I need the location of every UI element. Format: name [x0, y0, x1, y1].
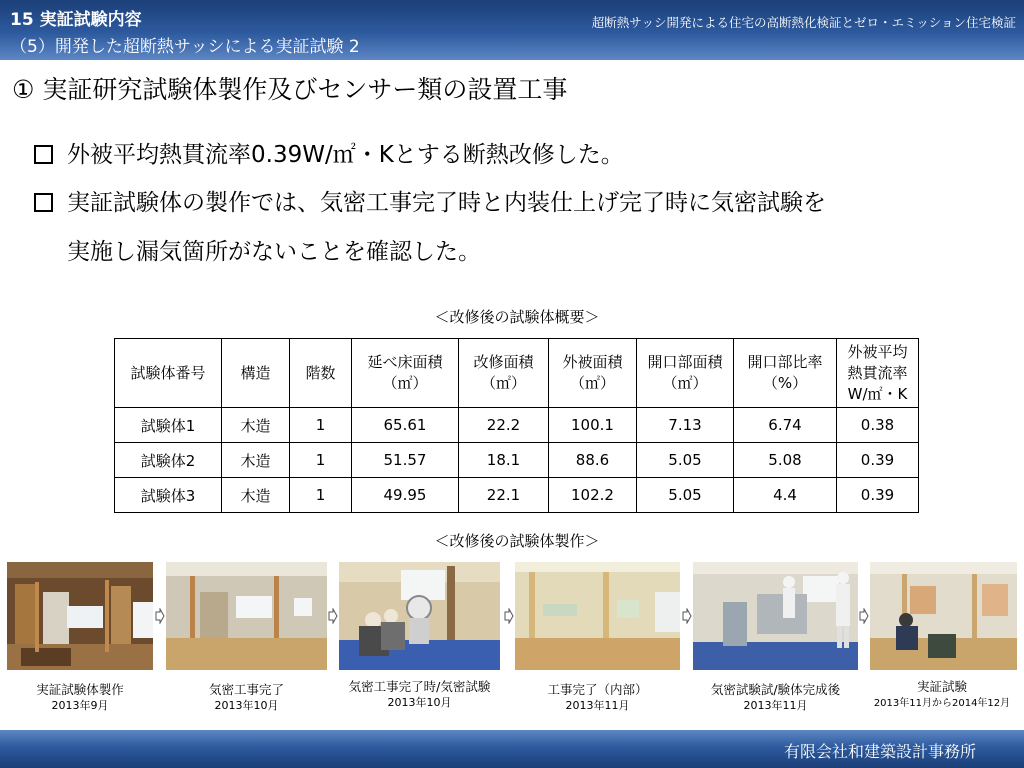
table-row: [115, 443, 919, 478]
table-cell: 65.61: [352, 408, 459, 443]
table-cell: 0.39: [837, 478, 919, 513]
photos-caption: ＜改修後の試験体製作＞: [434, 532, 600, 550]
photo-label: 気密試験試/験体完成後: [710, 682, 841, 697]
arrow-right-icon: [504, 608, 514, 624]
header-line: （㎡）: [662, 374, 708, 392]
table-cell: 4.4: [734, 478, 837, 513]
header-line: 構造: [240, 363, 271, 382]
table-header-cell: [115, 339, 222, 408]
arrow-right-icon: [859, 608, 869, 624]
table-cell: 6.74: [734, 408, 837, 443]
header-line: 開口部面積: [647, 353, 723, 371]
photo-date: 2013年11月から2014年12月: [873, 698, 1011, 709]
slide-heading: ① 実証研究試験体製作及びセンサー類の設置工事: [12, 75, 568, 104]
bullet-text: 外被平均熱貫流率0.39W/㎡・Kとする断熱改修した。: [67, 142, 624, 168]
table-header-row: [115, 339, 919, 408]
table-cell: 100.1: [549, 408, 637, 443]
table-header-cell: [459, 339, 549, 408]
table-header-cell: [837, 339, 919, 408]
photo-label: 気密工事完了: [208, 682, 284, 697]
header-line: 改修面積: [473, 353, 534, 371]
header-line: （㎡）: [480, 374, 526, 392]
photo-specimen-construction: [7, 562, 153, 670]
photo-label: 工事完了（内部）: [547, 682, 648, 697]
header-line: （%）: [762, 374, 808, 392]
table-cell: 1: [290, 408, 352, 443]
table-cell: 7.13: [637, 408, 734, 443]
photo-airtight-complete: [166, 562, 327, 670]
section-title: 15 実証試験内容: [10, 10, 142, 30]
header-line: （㎡）: [382, 374, 428, 392]
table-cell: 18.1: [459, 443, 549, 478]
header-line: 開口部比率: [747, 353, 823, 371]
section-subtitle: （5）開発した超断熱サッシによる実証試験 2: [10, 37, 360, 57]
header-line: 熱貫流率: [847, 363, 908, 382]
header-line: 試験体番号: [130, 363, 206, 382]
arrow-right-icon: [155, 608, 165, 624]
table-cell: 木造: [222, 478, 290, 513]
photo-label: 実証試験: [916, 679, 967, 694]
table-cell: 51.57: [352, 443, 459, 478]
arrow-right-icon: [328, 608, 338, 624]
table-cell: 0.39: [837, 443, 919, 478]
table-header-cell: [290, 339, 352, 408]
table-cell: 88.6: [549, 443, 637, 478]
table-header-cell: [222, 339, 290, 408]
table-header-cell: [637, 339, 734, 408]
header-line: 階数: [305, 363, 336, 382]
photo-date: 2013年10月: [214, 699, 279, 712]
header-line: 外被面積: [562, 353, 623, 371]
checkbox-square-icon: [34, 145, 53, 164]
table-cell: 1: [290, 443, 352, 478]
header-line: （㎡）: [569, 374, 615, 392]
table-header-cell: [352, 339, 459, 408]
bullet-item-insulation: [34, 136, 624, 169]
table-cell: 1: [290, 478, 352, 513]
table-cell: 49.95: [352, 478, 459, 513]
header-band: [0, 0, 1024, 60]
bullet-continuation: 実施し漏気箇所がないことを確認した。: [67, 239, 481, 265]
arrow-right-icon: [682, 608, 692, 624]
table-row: [115, 408, 919, 443]
photo-interior-complete: [515, 562, 680, 670]
table-cell: 試験体1: [115, 408, 222, 443]
table-cell: 木造: [222, 408, 290, 443]
table-row: [115, 478, 919, 513]
bullet-text: 実証試験体の製作では、気密工事完了時と内装仕上げ完了時に気密試験を: [67, 190, 826, 216]
checkbox-square-icon: [34, 193, 53, 212]
table-cell: 試験体3: [115, 478, 222, 513]
table-header-cell: [549, 339, 637, 408]
table-header-cell: [734, 339, 837, 408]
table-cell: 5.05: [637, 478, 734, 513]
table-cell: 22.1: [459, 478, 549, 513]
table-cell: 22.2: [459, 408, 549, 443]
header-line: 延べ床面積: [367, 353, 443, 371]
company-name: 有限会社和建築設計事務所: [783, 742, 976, 761]
table-caption: ＜改修後の試験体概要＞: [434, 308, 600, 326]
photo-date: 2013年11月: [565, 699, 630, 712]
photo-label: 気密工事完了時/気密試験: [348, 679, 491, 694]
specimen-spec-table: [114, 338, 919, 513]
table-cell: 木造: [222, 443, 290, 478]
table-cell: 5.08: [734, 443, 837, 478]
header-line: W/㎡・K: [847, 384, 908, 403]
footer-band: [0, 730, 1024, 768]
table-cell: 5.05: [637, 443, 734, 478]
photo-date: 2013年10月: [387, 696, 452, 709]
photo-label: 実証試験体製作: [36, 682, 124, 697]
bullet-item-airtight: [34, 184, 826, 217]
photo-date: 2013年11月: [743, 699, 808, 712]
photo-airtight-test: [339, 562, 500, 670]
table-cell: 試験体2: [115, 443, 222, 478]
photo-airtight-test-finished: [693, 562, 858, 670]
project-title: 超断熱サッシ開発による住宅の高断熱化検証とゼロ・エミッション住宅検証: [591, 15, 1016, 30]
table-cell: 0.38: [837, 408, 919, 443]
header-line: 外被平均: [847, 342, 908, 361]
photo-date: 2013年9月: [51, 699, 109, 712]
table-cell: 102.2: [549, 478, 637, 513]
photo-demonstration-test: [870, 562, 1017, 670]
